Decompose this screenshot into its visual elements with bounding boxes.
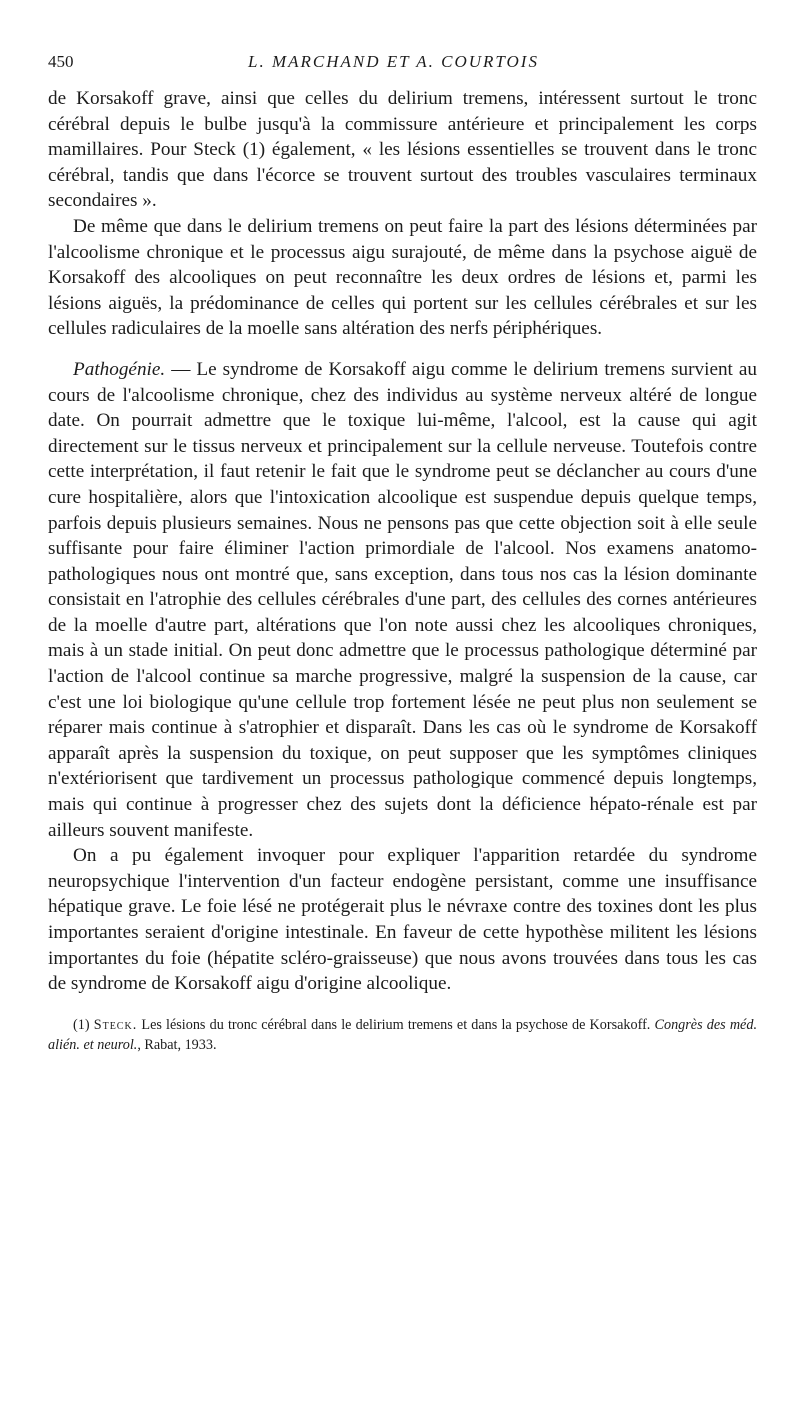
footnote-marker: (1) xyxy=(73,1016,94,1033)
page-header xyxy=(48,52,757,86)
footnote-author: Steck. xyxy=(93,1016,138,1033)
footnote-text: Les lésions du tronc cérébral dans le delirium tremens et dans la psychose de Korsakoff. xyxy=(137,1016,655,1033)
footnote xyxy=(48,1015,757,1055)
paragraph-2: De même que dans le delirium tremens on peut faire la part des lésions déterminées par l'alcoolisme chronique et le processus aigu surajouté, de même dans la psychose aiguë de Korsakoff des alcooliques on peut reconnaître les deux ordres de lésions et, parmi les lésions aiguës, la prédominance de celles qui portent sur les cellules cérébrales et sur les cellules radiculaires de la moelle sans altération des nerfs périphériques. xyxy=(48,215,757,340)
paragraph-1-text-b: également, « les lésions essentielles se trouvent dans le tronc cérébral, tandis que dans l'écorce se trouvent surtout des troubles vasculaires terminaux secondaires ». xyxy=(48,139,757,212)
paragraph-1 xyxy=(48,86,757,214)
paragraph-pathogenie xyxy=(48,357,757,843)
paragraph-3-text: Le syndrome de Korsakoff aigu comme le delirium tremens survient au cours de l'alcoolisme chronique, chez des individus au système nerveux altéré de longue date. On pourrait admettre que le toxique lui-même, l'alcool, est la cause qui agit directement sur le tissus nerveux et principalement sur la cellule nerveuse. Toutefois contre cette interprétation, il faut retenir le fait que le syndrome peut se déclancher au cours d'une cure hospitalière, alors que l'intoxication alcoolique est suspendue depuis quelque temps, parfois depuis plusieurs semaines. Nous ne pensons pas que cette objection soit à elle seule suffisante pour faire éliminer l'action primordiale de l'alcool. Nos examens anatomo-pathologiques nous ont montré que, sans exception, dans tous nos cas la lésion dominante consistait en l'atrophie des cellules cérébrales d'une part, des cellules des cornes antérieures de la moelle d'autre part, altérations que l'on note aussi chez les alcooliques chroniques, mais à un stade initial. On peut donc admettre que le processus pathologique déterminé par l'action de l'alcool continue sa marche progressive, malgré la suspension de la cause, car c'est une loi biologique qu'une cellule trop fortement lésée ne peut plus non seulement se réparer mais continue à s'atrophier et disparaît. Dans les cas où le syndrome de Korsakoff apparaît après la suspension du toxique, on peut supposer que les symptômes cliniques n'extériorisent que tardivement un processus pathologique commencé depuis longtemps, mais qui continue à progresser chez des sujets dont la déficience hépato-rénale est par ailleurs souvent manifeste. xyxy=(48,358,758,841)
footnote-venue: Congrès des méd. alién. et neurol. xyxy=(48,1016,757,1053)
page-number: 450 xyxy=(48,52,74,71)
running-head: L. MARCHAND ET A. COURTOIS xyxy=(248,52,539,71)
paragraph-1-text-a: de Korsakoff grave, ainsi que celles du delirium tremens, intéressent surtout le tronc cérébral depuis le bulbe jusqu'à la commissure antérieure et principalement les corps mamillaires. Pour Steck xyxy=(48,88,757,161)
paragraph-4: On a pu également invoquer pour expliquer l'apparition retardée du syndrome neuropsychique l'intervention d'un facteur endogène persistant, comme une insuffisance hépatique grave. Le foie lésé ne protégerait plus le névraxe contre des toxines dont les plus importantes seraient d'origine intestinale. En faveur de cette hypothèse militent les lésions importantes du foie (hépatite scléro-graisseuse) que nous avons trouvées dans tous les cas de syndrome de Korsakoff aigu d'origine alcoolique. xyxy=(48,845,757,995)
footnote-end: , Rabat, 1933. xyxy=(137,1036,217,1053)
body-text xyxy=(48,86,757,997)
footnote-reference: (1) xyxy=(242,139,266,161)
section-title: Pathogénie. xyxy=(73,358,166,380)
section-dash: — xyxy=(165,358,197,380)
